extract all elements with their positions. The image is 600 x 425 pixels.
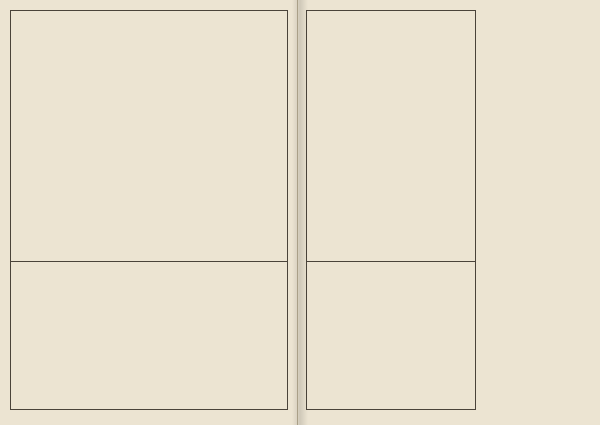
right-ruled-table	[306, 10, 476, 410]
right-page	[298, 0, 600, 425]
left-page	[0, 0, 298, 425]
left-table-columns	[11, 11, 287, 409]
right-running-text	[480, 12, 590, 412]
table-divider	[307, 261, 475, 262]
table-divider	[11, 261, 287, 262]
left-ruled-table	[10, 10, 288, 410]
right-table-columns	[307, 11, 475, 409]
